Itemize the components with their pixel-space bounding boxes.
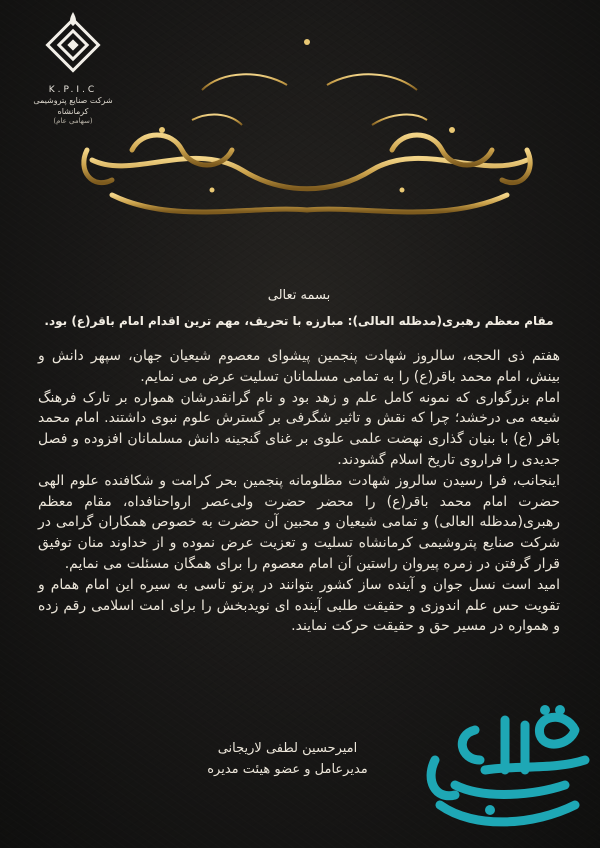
letter-paragraph: امام بزرگواری که نمونه کامل علم و زهد بود و نام گرانقدرشان همواره بر تارک فرهنگ شیعه می درخشد؛ چرا که نقش و تاثیر شگرفی بر گسترش علوم نبوی داشتند. امام محمد باقر (ع) با بنیان گذاری نهضت علمی علوی بر غنای گنجینه دانش مسلمانان افزوده و فصل جدیدی را فراروی تاریخ اسلام گشودند. xyxy=(38,389,560,468)
signature-title: مدیرعامل و عضو هیئت مدیره xyxy=(207,762,368,777)
logo-company-name: شرکت صنایع پتروشیمی کرمانشاه xyxy=(33,96,113,116)
letter-body xyxy=(38,288,560,637)
basmala: بسمه تعالی xyxy=(267,288,331,303)
letter-paragraph: هفتم ذی الحجه، سالروز شهادت پنجمین پیشوای معصوم شیعیان جهان، سپهر دانش و بینش، امام محمد باقر(ع) را به تمامی مسلمانان تسلیت عرض می نمایم. xyxy=(38,348,560,385)
watermark-logo xyxy=(415,700,595,840)
letter-paragraph: اینجانب، فرا رسیدن سالروز شهادت مظلومانه پنجمین بحر کرامت و شکافنده علوم الهی حضرت امام محمد باقر(ع) را محضر حضرت ولی‌عصر ارواحنافداه، مقام معظم رهبری(مدظله العالی) و تمامی شیعیان و محبین آن حضرت به خصوص همکاران گرامی در شرکت صنایع پتروشیمی کرمانشاه تسلیت و تعزیت عرض نموده و از خداوند منان توفیق قرار گرفتن در زمره پیروان راستین آن امام معصوم را برای همگان مسئلت می نمایم. xyxy=(38,472,560,572)
signature-block xyxy=(200,738,375,780)
logo-abbreviation: K.P.I.C xyxy=(48,85,98,95)
signature-name: امیرحسین لطفی لاریجانی xyxy=(217,741,358,756)
letter-headline: مقام معظم رهبری(مدظله العالی): مبارزه با تحریف، مهم ترین اقدام امام باقر(ع) بود. xyxy=(44,314,554,328)
letter-paragraph: امید است نسل جوان و آینده ساز کشور بتوانند در پرتو تاسی به سیره این امام همام و تقویت حس علم اندوزی و حقیقت طلبی آینده ای نویدبخش را برای امت اسلامی رقم زده و همواره در مسیر حق و حقیقت حرکت نمایند. xyxy=(38,576,560,635)
logo-company-type: (سهامی عام) xyxy=(53,117,93,125)
calligraphy-header xyxy=(72,30,542,230)
